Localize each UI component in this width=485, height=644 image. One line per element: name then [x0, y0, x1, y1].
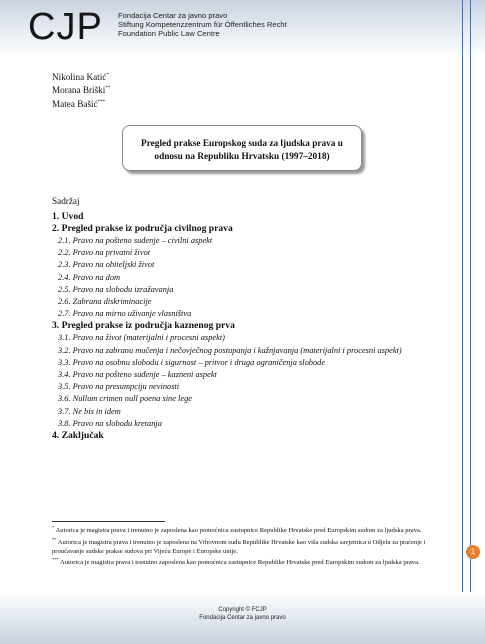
author-name: Morana Briški** — [52, 85, 111, 96]
document-title-line: Pregled prakse Europskog suda za ljudska prava u — [141, 139, 343, 149]
toc-subsection: 3.2. Pravo na zabranu mučenja i nečovječnog postupanja i kažnjavanja (materijalni i procesni aspekt) — [58, 345, 402, 355]
org-name-en: Foundation Public Law Centre — [118, 29, 220, 39]
toc-section: 4. Zaključak — [52, 430, 104, 442]
document-title-line: odnosu na Republiku Hrvatsku (1997–2018) — [154, 151, 330, 162]
author-name: Nikolina Katić* — [52, 72, 109, 83]
toc-subsection: 3.1. Pravo na život (materijalni i procesni aspekt) — [58, 333, 225, 343]
toc-subsection: 2.5. Pravo na slobodu izražavanja — [58, 284, 174, 294]
organization-names — [118, 11, 287, 39]
cjp-logo: CJP — [28, 6, 103, 48]
toc-subsection: 3.3. Pravo na osobnu slobodu i sigurnost – pritvor i druga ograničenja slobode — [58, 357, 326, 367]
toc-subsection: 2.3. Pravo na obiteljski život — [58, 260, 155, 270]
footnote: ** Autorica je magistra prava i trenutno je zaposlena na Vrhovnom sudu Republike Hrvatske kao viša sudska savjetnica u Odjelu za praćenje i proučavanje sudske prakse sudova pri Vijeću Europe i Europske unije. — [52, 536, 426, 555]
page-number-badge: 1 — [466, 545, 480, 559]
author-name: Matea Bašić*** — [52, 99, 106, 109]
toc-subsection: 2.7. Pravo na mirno uživanje vlasništva — [58, 309, 192, 319]
footnote: * Autorica je magistra prava i trenutno je zaposlena kao pomoćnica zastupnice Republike Hrvatske pred Europskim sudom za ljudska prava. — [52, 525, 422, 535]
document-title-box — [122, 125, 362, 171]
org-name-bs: Fondacija Centar za javno pravo — [118, 11, 228, 20]
toc-subsection: 3.6. Nullum crimen null poena sine lege — [58, 394, 192, 404]
footnote-separator — [52, 521, 165, 522]
toc-section: 1. Uvod — [52, 211, 84, 222]
margin-line-left — [462, 0, 463, 644]
toc-heading: Sadržaj — [52, 196, 80, 206]
author-list — [52, 70, 110, 110]
org-name-de: Stiftung Kompetenzzentrum für Öffentliches Recht — [118, 20, 287, 30]
toc-subsection: 3.4. Pravo na pošteno suđenje – kazneni aspekt — [58, 370, 217, 380]
toc-list — [52, 211, 452, 442]
toc-section: 3. Pregled prakse iz područja kaznenog prva — [52, 320, 235, 332]
toc-subsection: 2.4. Pravo na dom — [58, 272, 121, 282]
toc-subsection: 2.2. Pravo na privatni život — [58, 248, 151, 258]
footer-org: Fondacija Centar za javno pravo — [199, 615, 286, 621]
toc-section: 2. Pregled prakse iz područja civilnog prava — [52, 223, 233, 234]
footer-copyright: Copyright © FCJP — [218, 607, 267, 613]
footnotes — [52, 524, 442, 568]
table-of-contents — [52, 196, 452, 442]
toc-subsection: 2.6. Zabrana diskriminacije — [58, 297, 152, 307]
footer-text — [0, 606, 485, 622]
toc-subsection: 3.8. Pravo na slobodu kretanja — [58, 418, 162, 428]
toc-subsection: 2.1. Pravo na pošteno suđenje – civilni aspekt — [58, 236, 213, 245]
toc-subsection: 3.5. Pravo na presumpciju nevinosti — [58, 382, 180, 392]
footnote: *** Autorica je magistra prava i trenutno zaposlena kao pomoćnica zastupnice Republike Hrvatske pred Europskim sudom za ljudska prava. — [52, 557, 420, 567]
toc-subsection: 3.7. Ne bis in idem — [58, 406, 121, 416]
